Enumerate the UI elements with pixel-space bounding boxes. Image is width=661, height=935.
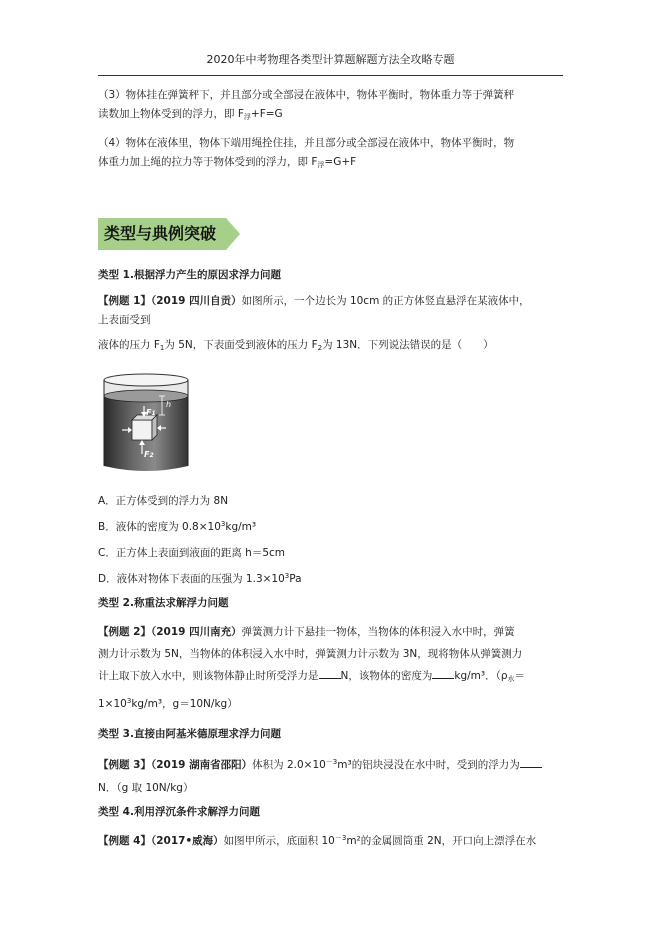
option-a: A．正方体受到的浮力为 8N [98, 495, 229, 507]
type3-question: 【例题 3】（2019 湖南省邵阳）体积为 $2.0\times 10^{-3}m^3$的铝块浸没在水中时，受到的浮力为 N．（g 取 10N/kg） [98, 751, 568, 800]
section-banner-tail [226, 218, 240, 250]
option-c: C．正方体上表面到液面的距离 h＝5cm [98, 547, 286, 559]
type4-heading: 类型 4.利用浮沉条件求解浮力问题 [98, 806, 260, 818]
answer-blank-buoyancy-3[interactable] [520, 757, 542, 768]
label-f2: F2 [144, 450, 154, 459]
type1-heading: 类型 1.根据浮力产生的原因求浮力问题 [98, 269, 281, 281]
type3-heading: 类型 3.直接由阿基米德原理求浮力问题 [98, 728, 281, 740]
type4-question: 【例题 4】（2017•威海）如图甲所示，底面积 $10^{-3}m^2$的金属圆筒重 2N，开口向上漂浮在水 [98, 834, 537, 847]
answer-blank-density[interactable] [432, 668, 454, 679]
example-1-source: （2019 四川自贡） [150, 295, 242, 307]
page-header-title: 2020年中考物理各类型计算题解题方法全攻略专题 [206, 53, 455, 66]
label-h: h [166, 400, 172, 409]
label-f1: F1 [146, 408, 156, 417]
type1-options [98, 489, 568, 593]
intro-item-4-line2: 体重力加上绳的拉力等于物体受到的浮力，即 $F_浮=G+F$ [98, 156, 357, 169]
type2-heading: 类型 2.称重法求解浮力问题 [98, 597, 229, 609]
option-b: B．液体的密度为 $0.8\times 10^3kg/m^3$ [98, 520, 257, 533]
answer-blank-buoyancy[interactable] [319, 668, 341, 679]
example-2-source: （2019 四川南充） [150, 626, 242, 638]
intro-item-3-line1: （3）物体挂在弹簧秤下，并且部分或全部浸在液体中，物体平衡时，物体重力等于弹簧秤 [98, 89, 515, 101]
type1-question: 【例题 1】（2019 四川自贡）如图所示，一个边长为 10cm 的正方体竖直悬浮在某液体中， 上表面受到 液体的压力 $F_1$为 5N，下表面受到液体的压力 $F_2$为 13N．下列说法错误的是（ ） [98, 295, 530, 352]
example-3-tag: 【例题 3】 [98, 759, 151, 771]
intro-item-4-line1: （4）物体在液体里，物体下端用绳拴住挂，并且部分或全部浸在液体中，物体平衡时，物 [98, 137, 515, 149]
beaker-figure [100, 372, 192, 480]
intro-item-4 [98, 134, 568, 175]
intro-item-3 [98, 86, 568, 127]
example-2-tag: 【例题 2】 [98, 626, 151, 638]
example-3-source: （2019 湖南省邵阳） [150, 759, 253, 771]
section-banner: 类型与典例突破 [98, 218, 226, 250]
example-4-source: （2017•威海） [150, 835, 224, 847]
intro-item-3-line2: 读数加上物体受到的浮力，即 $F_浮+F=G$ [98, 108, 283, 121]
example-1-tag: 【例题 1】 [98, 295, 151, 307]
option-d: D．液体对物体下表面的压强为 $1.3\times 10^3Pa$ [98, 572, 302, 585]
header-divider [98, 75, 563, 76]
type2-question: 【例题 2】（2019 四川南充）弹簧测力计下悬挂一物体，当物体的体积浸入水中时，弹簧 测力计示数为 5N，当物体的体积浸入水中时，弹簧测力计示数为 3N，现将物体从弹簧测力 计上取下放入水中，则该物体静止时所受浮力是 N，该物体的密度为 kg/m³．（$\rho_水=$ $1\times 10^3kg/m^3$，g＝10N/kg） [98, 626, 525, 710]
example-4-tag: 【例题 4】 [98, 835, 151, 847]
